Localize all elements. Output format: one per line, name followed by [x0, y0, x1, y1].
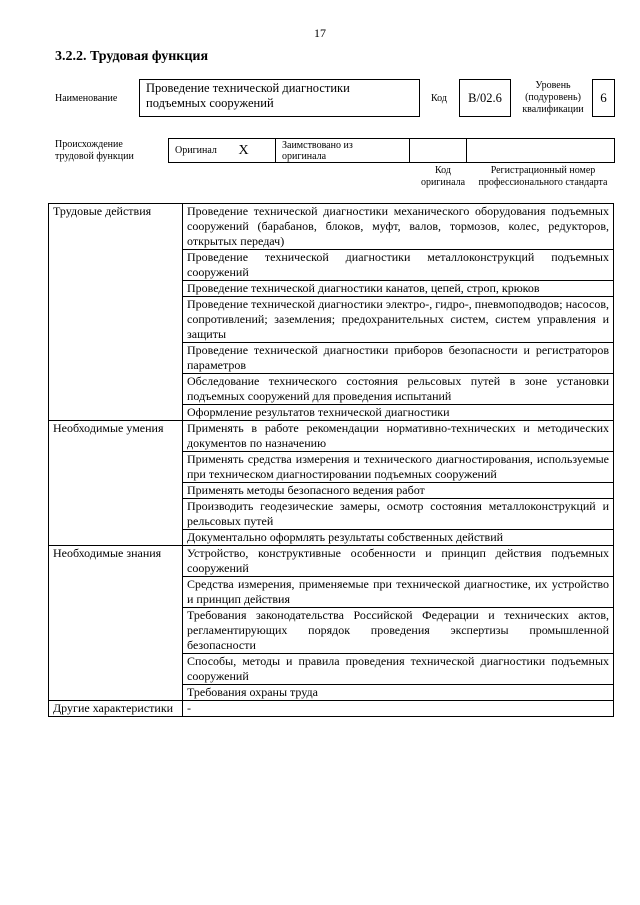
origin-label-line-2: трудовой функции — [55, 151, 134, 162]
table-cell: Обследование технического состояния рельсовых путей в зоне установки подъемных сооружений для проведения испытаний — [183, 374, 614, 405]
table-cell: Проведение технической диагностики электро-, гидро-, пневмоподводов; насосов, сопротивлений; заземления; предохранительных систем, систем управления и защиты — [183, 297, 614, 343]
section-title-cell: Необходимые знания — [49, 546, 183, 701]
table-cell: Проведение технической диагностики металлоконструкций подъемных сооружений — [183, 250, 614, 281]
origin-label-line-1: Происхождение — [55, 139, 123, 150]
table-cell: Требования охраны труда — [183, 685, 614, 701]
code-caption — [414, 165, 472, 189]
code-caption-line-1: Код — [435, 165, 451, 176]
table-cell: Применять методы безопасного ведения работ — [183, 483, 614, 499]
section-title: 3.2.2. Трудовая функция — [55, 49, 209, 64]
function-code-box: B/02.6 — [459, 79, 511, 117]
table-row — [49, 421, 614, 452]
table-row — [49, 204, 614, 250]
work-function-table — [48, 203, 614, 717]
table-cell: Проведение технической диагностики механического оборудования подъемных сооружений (барабанов, блоков, муфт, валов, тормозов, колес, редукторов, открытых передач) — [183, 204, 614, 250]
borrowed-label — [276, 139, 410, 163]
section-title-cell: Другие характеристики — [49, 701, 183, 717]
registration-number-cell — [467, 139, 615, 163]
registration-caption — [470, 165, 616, 189]
section-title-cell: Трудовые действия — [49, 204, 183, 421]
section-title-cell: Необходимые умения — [49, 421, 183, 546]
table-cell: Устройство, конструктивные особенности и принцип действия подъемных сооружений — [183, 546, 614, 577]
table-cell: Способы, методы и правила проведения технической диагностики подъемных сооружений — [183, 654, 614, 685]
table-row — [49, 701, 614, 717]
original-mark: X — [233, 139, 276, 163]
table-cell: Средства измерения, применяемые при технической диагностике, их устройство и принцип действия — [183, 577, 614, 608]
table-cell: Проведение технической диагностики приборов безопасности и регистраторов параметров — [183, 343, 614, 374]
table-cell: Проведение технической диагностики канатов, цепей, строп, крюков — [183, 281, 614, 297]
qualification-level-box: 6 — [592, 79, 615, 117]
level-label-line-2: (подуровень) — [525, 92, 581, 103]
code-caption-line-2: оригинала — [420, 177, 466, 188]
table-cell: Производить геодезические замеры, осмотр состояния металлоконструкций и рельсовых путей — [183, 499, 614, 530]
name-label: Наименование — [55, 93, 118, 104]
origin-label — [55, 139, 134, 163]
registration-caption-line-1: Регистрационный номер — [490, 165, 596, 176]
table-cell: Оформление результатов технической диагностики — [183, 405, 614, 421]
original-label: Оригинал — [169, 139, 233, 163]
table-row — [49, 546, 614, 577]
table-cell: Требования законодательства Российской Федерации и технических актов, регламентирующих порядок проведения экспертизы промышленной безопасности — [183, 608, 614, 654]
level-label-line-3: квалификации — [522, 104, 584, 115]
original-code-cell — [410, 139, 467, 163]
level-label — [515, 80, 591, 116]
page-number: 17 — [314, 26, 326, 40]
table-cell: Документально оформлять результаты собственных действий — [183, 530, 614, 546]
registration-caption-line-2: профессионального стандарта — [478, 177, 608, 188]
origin-table — [168, 138, 615, 163]
code-label: Код — [431, 93, 447, 104]
table-cell: Применять средства измерения и технического диагностирования, используемые при техническом диагностировании подъемных сооружений — [183, 452, 614, 483]
level-label-line-1: Уровень — [535, 80, 571, 91]
borrowed-label-line-1: Заимствовано из — [282, 139, 353, 151]
function-name-box: Проведение технической диагностики подъемных сооружений — [139, 79, 420, 117]
borrowed-label-line-2: оригинала — [282, 150, 327, 162]
table-cell: - — [183, 701, 614, 717]
table-cell: Применять в работе рекомендации нормативно-технических и методических документов по назначению — [183, 421, 614, 452]
